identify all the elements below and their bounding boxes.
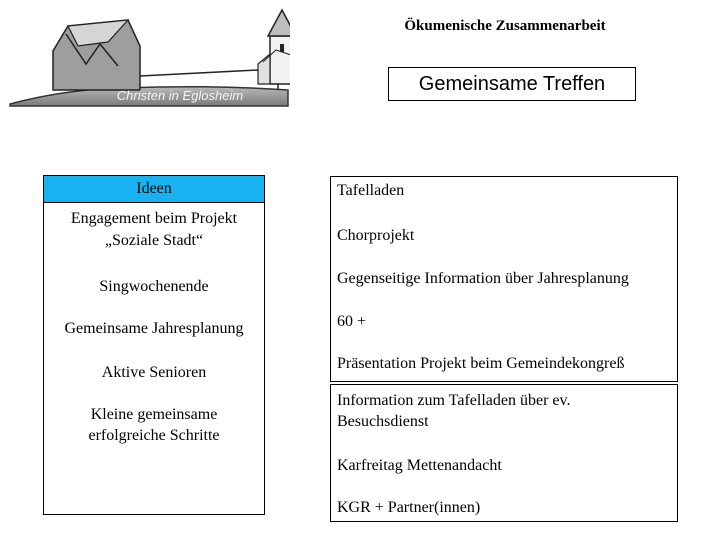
section-heading-label: Gemeinsame Treffen: [418, 72, 606, 95]
idea-item: Aktive Senioren: [101, 364, 207, 381]
idea-item: Gemeinsame Jahresplanung: [64, 320, 244, 337]
topic-item: Präsentation Projekt beim Gemeindekongreß: [337, 355, 625, 372]
topic-item: Tafelladen: [337, 182, 405, 199]
idea-item: Kleine gemeinsame: [90, 406, 218, 423]
logo-caption: Christen in Eglosheim: [116, 88, 244, 103]
section-heading: [388, 67, 636, 101]
idea-item: Singwochenende: [99, 278, 209, 295]
topic-item: 60 +: [337, 313, 367, 330]
idea-item: Engagement beim Projekt: [70, 210, 238, 227]
idea-item: erfolgreiche Schritte: [88, 427, 220, 444]
topic-item: Information zum Tafelladen über ev.: [337, 392, 571, 409]
topic-item: Besuchsdienst: [337, 413, 429, 430]
idea-item: „Soziale Stadt“: [104, 232, 204, 249]
ideas-header: Ideen: [43, 175, 265, 203]
topic-item: Karfreitag Mettenandacht: [337, 457, 502, 474]
topic-item: KGR + Partner(innen): [337, 499, 481, 516]
page-title: Ökumenische Zusammenarbeit: [404, 18, 606, 34]
church-logo: [8, 6, 290, 110]
topic-item: Gegenseitige Information über Jahresplanung: [337, 270, 629, 287]
topic-item: Chorprojekt: [337, 227, 415, 244]
